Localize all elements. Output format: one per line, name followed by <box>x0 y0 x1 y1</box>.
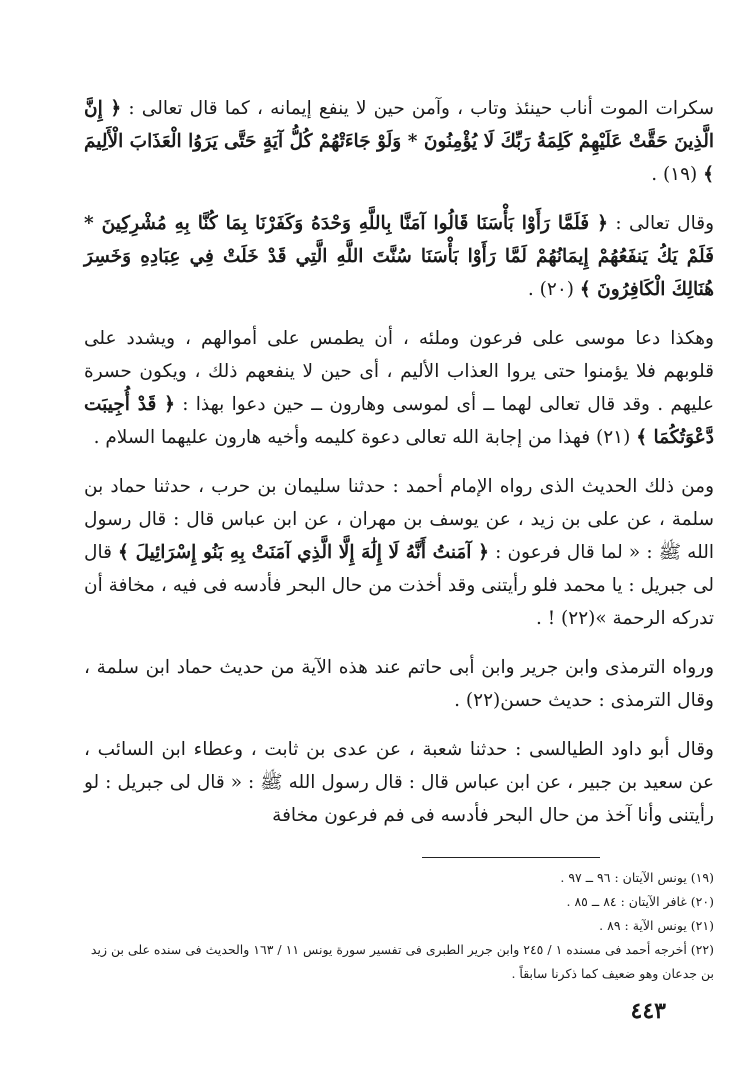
paragraph-3 <box>84 322 714 454</box>
footnote-22: (٢٢) أخرجه أحمد فى مسنده ١ / ٢٤٥ وابن جرير الطبرى فى تفسير سورة يونس ١١ / ١٦٣ والحديث فى سنده على بن زيد بن جدعان وهو ضعيف كما ذكرنا سابقاً . <box>90 942 714 981</box>
paragraph-tail: قال لى جبريل : يا محمد فلو رأيتنى وقد أخذت من حال البحر فأدسه فى فيه ، مخافة أن تدركه الرحمة »(٢٢) ! . <box>84 542 714 629</box>
footnote-ref: (١٩) . <box>651 164 698 185</box>
paragraph-text: وهكذا دعا موسى على فرعون وملئه ، أن يطمس على أموالهم ، ويشدد على قلوبهم فلا يؤمنوا حتى يروا العذاب الأليم ، أى حين لا ينفعهم ذلك ، ويكون حسرة عليهم . وقد قال تعالى لهما ــ أى لموسى وهارون ــ حين دعوا بهذا : <box>84 328 714 415</box>
main-text <box>84 92 714 832</box>
quran-verse: ﴿ آمَنتُ أَنَّهُ لَا إِلَٰهَ إِلَّا الَّذِي آمَنَتْ بِهِ بَنُو إِسْرَائِيلَ ﴾ <box>118 542 489 563</box>
quran-verse: ﴿ قَدْ أُجِيبَت دَّعْوَتُكُمَا ﴾ <box>84 394 714 448</box>
footnote-ref: (٢٠) . <box>527 279 574 300</box>
paragraph-4 <box>84 470 714 635</box>
footnote-20: (٢٠) غافر الآيتان : ٨٤ ــ ٨٥ . <box>566 894 714 909</box>
paragraph-tail: (٢١) فهذا من إجابة الله تعالى دعوة كليمه وأخيه هارون عليهما السلام . <box>93 427 631 448</box>
quran-verse: ﴿ فَلَمَّا رَأَوْا بَأْسَنَا قَالُوا آمَنَّا بِاللَّهِ وَحْدَهُ وَكَفَرْنَا بِمَا كُنَّا بِهِ مُشْرِكِينَ * فَلَمْ يَكُ يَنفَعُهُمْ إِيمَانُهُمْ لَمَّا رَأَوْا بَأْسَنَا سُنَّتَ اللَّهِ الَّتِي قَدْ خَلَتْ فِي عِبَادِهِ وَخَسِرَ هُنَالِكَ الْكَافِرُونَ ﴾ <box>84 213 714 300</box>
paragraph-text: سكرات الموت أناب حينئذ وتاب ، وآمن حين لا ينفع إيمانه ، كما قال تعالى : <box>128 98 714 119</box>
footnote-21: (٢١) يونس الآية : ٨٩ . <box>599 918 714 933</box>
paragraph-6 <box>84 733 714 832</box>
paragraph-1 <box>84 92 714 191</box>
footnote-separator <box>422 857 600 858</box>
paragraph-text: وقال تعالى : <box>615 213 715 234</box>
footnote-19: (١٩) يونس الآيتان : ٩٦ ــ ٩٧ . <box>560 870 714 885</box>
paragraph-text: وقال أبو داود الطيالسى : حدثنا شعبة ، عن عدى بن ثابت ، وعطاء ابن السائب ، عن سعيد بن جبير ، عن ابن عباس قال : قال رسول الله ﷺ : « قال لى جبريل : لو رأيتنى وأنا آخذ من حال البحر فأدسه فى فم فرعون مخافة <box>84 739 714 826</box>
paragraph-2 <box>84 207 714 306</box>
paragraph-text: ورواه الترمذى وابن جرير وابن أبى حاتم عند هذه الآية من حديث حماد ابن سلمة ، وقال الترمذى : حديث حسن(٢٢) . <box>84 657 714 711</box>
page-number: ٤٤٣ <box>630 998 666 1024</box>
paragraph-5 <box>84 651 714 717</box>
footnotes <box>84 866 714 986</box>
quran-verse: ﴿ إِنَّ الَّذِينَ حَقَّتْ عَلَيْهِمْ كَلِمَةُ رَبِّكَ لَا يُؤْمِنُونَ * وَلَوْ جَاءَتْهُمْ كُلُّ آيَةٍ حَتَّى يَرَوُا الْعَذَابَ الْأَلِيمَ ﴾ <box>84 98 714 185</box>
paragraph-text: ومن ذلك الحديث الذى رواه الإمام أحمد : حدثنا سليمان بن حرب ، حدثنا حماد بن سلمة ، عن على بن زيد ، عن يوسف بن مهران ، عن ابن عباس قال : قال رسول الله ﷺ : « لما قال فرعون : <box>84 476 715 563</box>
